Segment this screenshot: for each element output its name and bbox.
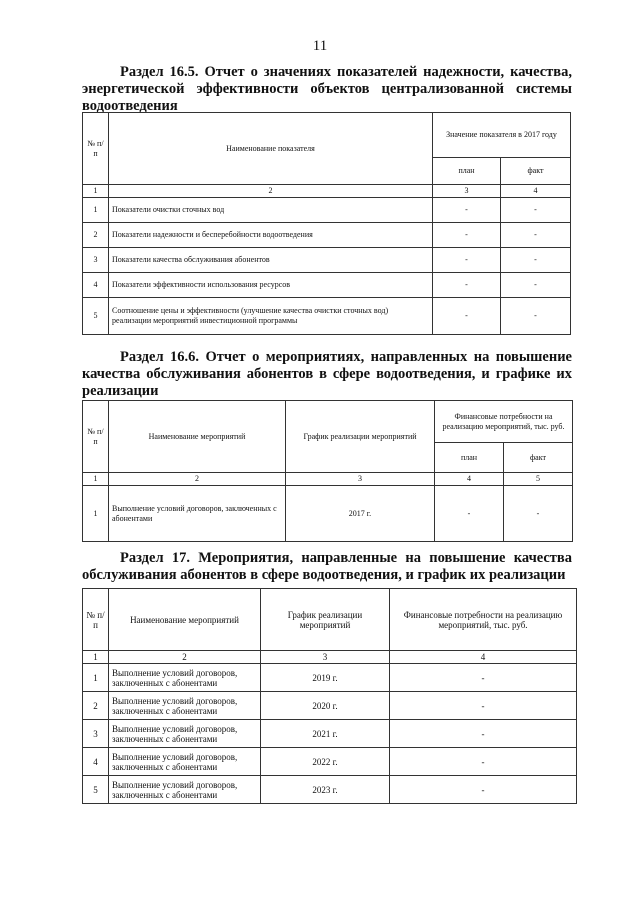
row-name: Выполнение условий договоров, заключенных с абонентами bbox=[109, 776, 261, 804]
row-schedule: 2019 г. bbox=[261, 664, 390, 692]
row-fact: - bbox=[501, 198, 571, 223]
row-finance: - bbox=[390, 664, 577, 692]
row-name: Выполнение условий договоров, заключенных с абонентами bbox=[109, 748, 261, 776]
row-schedule: 2020 г. bbox=[261, 692, 390, 720]
table-row bbox=[83, 664, 577, 692]
header-fact: факт bbox=[501, 158, 571, 185]
measures-report-table bbox=[82, 400, 573, 542]
row-schedule: 2022 г. bbox=[261, 748, 390, 776]
header-finance: Финансовые потребности на реализацию мероприятий, тыс. руб. bbox=[435, 401, 573, 443]
row-name: Выполнение условий договоров, заключенных с абонентами bbox=[109, 720, 261, 748]
section-17-title: Раздел 17. Мероприятия, направленные на повышение качества обслуживания абонентов в сфере водоотведения, и график их реализации bbox=[82, 550, 572, 583]
row-no: 4 bbox=[83, 748, 109, 776]
table-row bbox=[83, 223, 571, 248]
col-num: 4 bbox=[435, 473, 504, 486]
row-fact: - bbox=[501, 248, 571, 273]
section-16-5-title: Раздел 16.5. Отчет о значениях показателей надежности, качества, энергетической эффективности объектов централизованной системы водоотведения bbox=[82, 64, 572, 114]
row-fact: - bbox=[501, 298, 571, 335]
row-finance: - bbox=[390, 692, 577, 720]
row-finance: - bbox=[390, 748, 577, 776]
row-fact: - bbox=[501, 223, 571, 248]
table-row bbox=[83, 273, 571, 298]
col-num: 5 bbox=[504, 473, 573, 486]
header-value: Значение показателя в 2017 году bbox=[433, 113, 571, 158]
header-plan: план bbox=[435, 443, 504, 473]
table-row bbox=[83, 298, 571, 335]
col-num: 2 bbox=[109, 185, 433, 198]
row-schedule: 2023 г. bbox=[261, 776, 390, 804]
row-fact: - bbox=[504, 486, 573, 542]
row-no: 5 bbox=[83, 298, 109, 335]
table-row bbox=[83, 198, 571, 223]
col-num: 3 bbox=[286, 473, 435, 486]
row-schedule: 2017 г. bbox=[286, 486, 435, 542]
row-no: 5 bbox=[83, 776, 109, 804]
table-row bbox=[83, 720, 577, 748]
row-name: Показатели качества обслуживания абонентов bbox=[109, 248, 433, 273]
row-plan: - bbox=[433, 298, 501, 335]
row-no: 1 bbox=[83, 198, 109, 223]
row-plan: - bbox=[435, 486, 504, 542]
row-name: Показатели эффективности использования ресурсов bbox=[109, 273, 433, 298]
row-finance: - bbox=[390, 776, 577, 804]
row-finance: - bbox=[390, 720, 577, 748]
header-fact: факт bbox=[504, 443, 573, 473]
row-name: Выполнение условий договоров, заключенных с абонентами bbox=[109, 664, 261, 692]
row-schedule: 2021 г. bbox=[261, 720, 390, 748]
row-name: Показатели очистки сточных вод bbox=[109, 198, 433, 223]
col-num: 4 bbox=[501, 185, 571, 198]
row-plan: - bbox=[433, 198, 501, 223]
row-name: Соотношение цены и эффективности (улучшение качества очистки сточных вод) реализации мероприятий инвестиционной программы bbox=[109, 298, 433, 335]
header-finance: Финансовые потребности на реализацию мероприятий, тыс. руб. bbox=[390, 589, 577, 651]
col-num: 2 bbox=[109, 651, 261, 664]
row-name: Выполнение условий договоров, заключенных с абонентами bbox=[109, 486, 286, 542]
table-row bbox=[83, 776, 577, 804]
row-no: 1 bbox=[83, 486, 109, 542]
header-no: № п/п bbox=[83, 401, 109, 473]
header-plan: план bbox=[433, 158, 501, 185]
col-num: 1 bbox=[83, 651, 109, 664]
row-fact: - bbox=[501, 273, 571, 298]
header-name: Наименование мероприятий bbox=[109, 401, 286, 473]
row-no: 1 bbox=[83, 664, 109, 692]
col-num: 3 bbox=[433, 185, 501, 198]
header-schedule: График реализации мероприятий bbox=[286, 401, 435, 473]
row-no: 2 bbox=[83, 223, 109, 248]
table-row bbox=[83, 748, 577, 776]
page-number: 11 bbox=[312, 38, 328, 54]
col-num: 1 bbox=[83, 185, 109, 198]
indicators-table bbox=[82, 112, 571, 335]
table-row bbox=[83, 248, 571, 273]
table-row bbox=[83, 692, 577, 720]
row-no: 3 bbox=[83, 720, 109, 748]
col-num: 3 bbox=[261, 651, 390, 664]
row-no: 2 bbox=[83, 692, 109, 720]
col-num: 4 bbox=[390, 651, 577, 664]
row-no: 4 bbox=[83, 273, 109, 298]
header-schedule: График реализации мероприятий bbox=[261, 589, 390, 651]
row-no: 3 bbox=[83, 248, 109, 273]
row-plan: - bbox=[433, 223, 501, 248]
measures-plan-table bbox=[82, 588, 577, 804]
table-row bbox=[83, 486, 573, 542]
header-no: № п/п bbox=[83, 113, 109, 185]
header-name: Наименование показателя bbox=[109, 113, 433, 185]
header-name: Наименование мероприятий bbox=[109, 589, 261, 651]
row-name: Выполнение условий договоров, заключенных с абонентами bbox=[109, 692, 261, 720]
row-plan: - bbox=[433, 273, 501, 298]
col-num: 1 bbox=[83, 473, 109, 486]
header-no: № п/п bbox=[83, 589, 109, 651]
row-name: Показатели надежности и бесперебойности водоотведения bbox=[109, 223, 433, 248]
col-num: 2 bbox=[109, 473, 286, 486]
section-16-6-title: Раздел 16.6. Отчет о мероприятиях, направленных на повышение качества обслуживания абонентов в сфере водоотведения, и графике их реализации bbox=[82, 349, 572, 399]
row-plan: - bbox=[433, 248, 501, 273]
